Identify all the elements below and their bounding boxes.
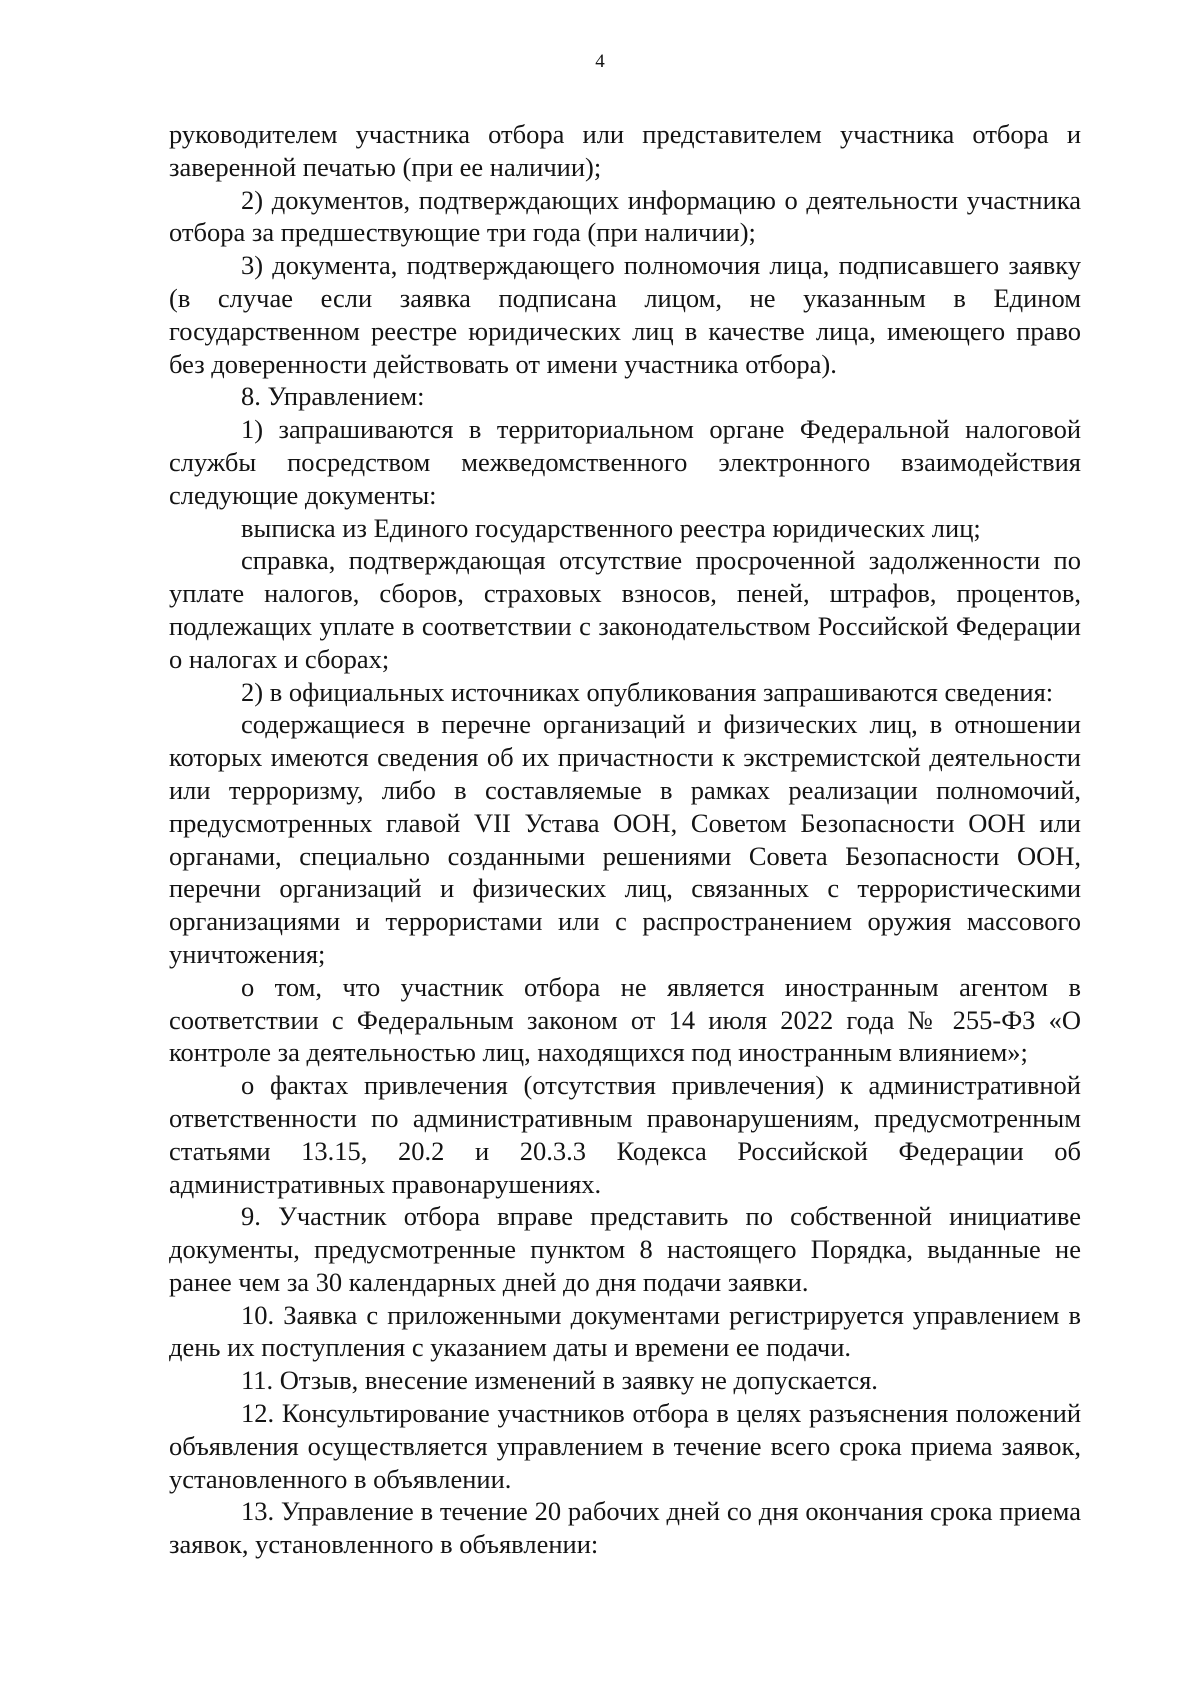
paragraph-item-2-activity-docs: 2) документов, подтверждающих информацию о деятельности участника отбора за предшествующие три года (при наличии); (169, 184, 1081, 248)
paragraph-foreign-agent: о том, что участник отбора не является иностранным агентом в соответствии с Федеральным законом от 14 июля 2022 года № 255-ФЗ «О контроле за деятельностью лиц, находящихся под иностранным влиянием»; (169, 971, 1081, 1068)
paragraph-section-8-item-1: 1) запрашиваются в территориальном органе Федеральной налоговой службы посредством межведомственного электронного взаимодействия следующие документы: (169, 414, 1081, 510)
paragraph-item-3-authority-doc: 3) документа, подтверждающего полномочия лица, подписавшего заявку (в случае если заявка подписана лицом, не указанным в Едином государственном реестре юридических лиц в качестве лица, имеющего право без доверенности действовать от имени участника отбора). (169, 250, 1081, 379)
paragraph-section-8-heading: 8. Управлением: (241, 381, 425, 412)
paragraph-tax-certificate: справка, подтверждающая отсутствие просроченной задолженности по уплате налогов, сборов, страховых взносов, пеней, штрафов, процентов, подлежащих уплате в соответствии с законодательством Российской Федерации о налогах и сборах; (169, 545, 1081, 674)
paragraph-section-12: 12. Консультирование участников отбора в целях разъяснения положений объявления осуществляется управлением в течение всего срока приема заявок, установленного в объявлении. (169, 1398, 1081, 1494)
paragraph-administrative-liability: о фактах привлечения (отсутствия привлечения) к административной ответственности по административным правонарушениям, предусмотренным статьями 13.15, 20.2 и 20.3.3 Кодекса Российской Федерации об административных правонарушениях. (169, 1070, 1081, 1199)
paragraph-section-9: 9. Участник отбора вправе представить по собственной инициативе документы, предусмотренные пунктом 8 настоящего Порядка, выданные не ранее чем за 30 календарных дней до дня подачи заявки. (169, 1201, 1081, 1297)
paragraph-registry-extract: выписка из Единого государственного реестра юридических лиц; (241, 512, 981, 543)
paragraph-section-13: 13. Управление в течение 20 рабочих дней со дня окончания срока приема заявок, установленного в объявлении: (169, 1496, 1081, 1560)
paragraph-section-8-item-2: 2) в официальных источниках опубликования запрашиваются сведения: (241, 676, 1054, 707)
paragraph-section-11: 11. Отзыв, внесение изменений в заявку не допускается. (241, 1365, 878, 1396)
paragraph-continuation: руководителем участника отбора или представителем участника отбора и заверенной печатью (при ее наличии); (169, 119, 1081, 182)
paragraph-section-10: 10. Заявка с приложенными документами регистрируется управлением в день их поступления с указанием даты и времени ее подачи. (169, 1299, 1081, 1363)
page-number: 4 (595, 51, 605, 72)
document-body (169, 118, 1081, 1561)
paragraph-extremism-list: содержащиеся в перечне организаций и физических лиц, в отношении которых имеются сведения об их причастности к экстремистской деятельности или терроризму, либо в составляемые в рамках реализации полномочий, предусмотренных главой VII Устава ООН, Советом Безопасности ООН или органами, специально созданными решениями Совета Безопасности ООН, перечни организаций и физических лиц, связанных с террористическими организациями и террористами или с распространением оружия массового уничтожения; (169, 709, 1081, 969)
